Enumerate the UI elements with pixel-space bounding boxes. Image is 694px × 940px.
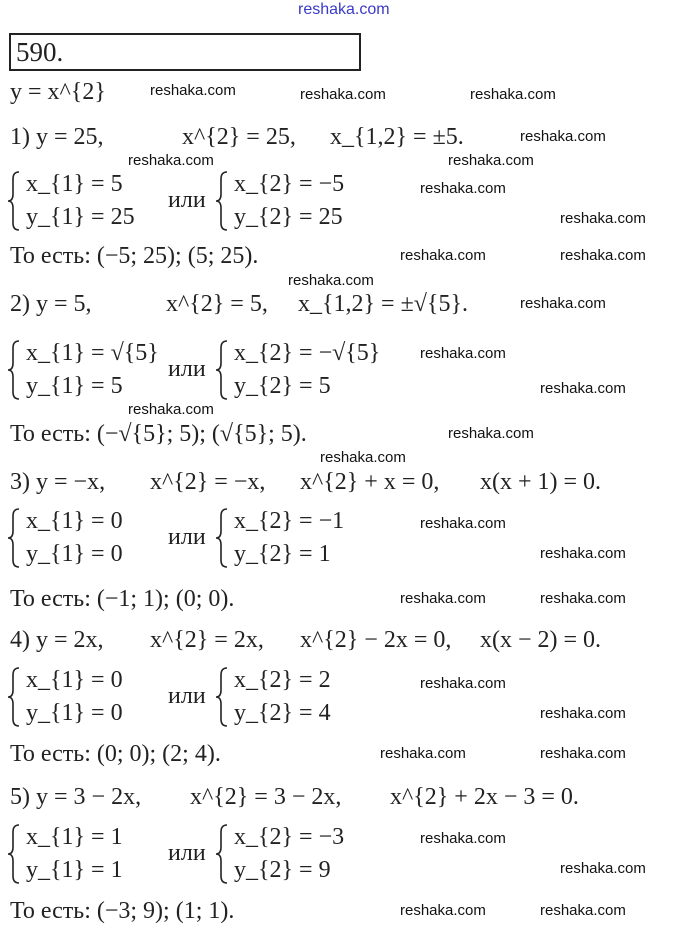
system-brace xyxy=(6,823,22,885)
equation-step: x^{2} = 3 − 2x, xyxy=(190,784,342,810)
site-watermark-top[interactable]: reshaka.com xyxy=(298,1,390,18)
watermark: reshaka.com xyxy=(560,247,646,264)
watermark: reshaka.com xyxy=(300,86,386,103)
watermark: reshaka.com xyxy=(540,705,626,722)
watermark: reshaka.com xyxy=(420,830,506,847)
watermark: reshaka.com xyxy=(448,152,534,169)
system-right-x: x_{2} = −5 xyxy=(234,171,345,197)
equation-step: x^{2} = −x, xyxy=(150,469,266,495)
equation-step: x(x − 2) = 0. xyxy=(480,627,602,653)
system-right-x: x_{2} = −√{5} xyxy=(234,340,381,366)
system-brace xyxy=(214,823,230,885)
system-left-x: x_{1} = 0 xyxy=(26,508,123,534)
system-left-y: y_{1} = 0 xyxy=(26,700,123,726)
equation-step: x^{2} = 2x, xyxy=(150,627,264,653)
system-right-y: y_{2} = 25 xyxy=(234,204,343,230)
equation-step: 5) y = 3 − 2x, xyxy=(10,784,142,810)
problem-number: 590. xyxy=(16,37,64,67)
equation-step: x_{1,2} = ±5. xyxy=(330,124,464,150)
system-brace xyxy=(214,170,230,232)
equation-step: x^{2} = 5, xyxy=(166,291,268,317)
watermark: reshaka.com xyxy=(420,675,506,692)
watermark: reshaka.com xyxy=(520,128,606,145)
system-right-y: y_{2} = 4 xyxy=(234,700,331,726)
watermark: reshaka.com xyxy=(420,180,506,197)
or-label: или xyxy=(168,356,206,382)
system-right-x: x_{2} = −1 xyxy=(234,508,345,534)
watermark: reshaka.com xyxy=(128,401,214,418)
answer-line: То есть: (0; 0); (2; 4). xyxy=(10,741,221,767)
equation-step: x^{2} + x = 0, xyxy=(300,469,440,495)
watermark: reshaka.com xyxy=(540,380,626,397)
system-left-x: x_{1} = 0 xyxy=(26,667,123,693)
system-brace xyxy=(214,666,230,728)
system-right-x: x_{2} = 2 xyxy=(234,667,331,693)
system-left-y: y_{1} = 0 xyxy=(26,541,123,567)
answer-line: То есть: (−5; 25); (5; 25). xyxy=(10,243,259,269)
watermark: reshaka.com xyxy=(560,210,646,227)
watermark: reshaka.com xyxy=(560,860,646,877)
system-brace xyxy=(214,507,230,569)
equation-step: x^{2} = 25, xyxy=(182,124,296,150)
watermark: reshaka.com xyxy=(540,902,626,919)
watermark: reshaka.com xyxy=(540,545,626,562)
problem-number-box xyxy=(9,33,361,71)
or-label: или xyxy=(168,840,206,866)
system-right-y: y_{2} = 9 xyxy=(234,857,331,883)
given-function: y = x^{2} xyxy=(10,79,106,105)
system-brace xyxy=(6,170,22,232)
system-left-x: x_{1} = 5 xyxy=(26,171,123,197)
watermark: reshaka.com xyxy=(540,745,626,762)
system-brace xyxy=(6,507,22,569)
watermark: reshaka.com xyxy=(420,345,506,362)
system-left-y: y_{1} = 1 xyxy=(26,857,123,883)
watermark: reshaka.com xyxy=(380,745,466,762)
or-label: или xyxy=(168,683,206,709)
system-left-y: y_{1} = 5 xyxy=(26,373,123,399)
or-label: или xyxy=(168,524,206,550)
equation-step: x(x + 1) = 0. xyxy=(480,469,602,495)
watermark: reshaka.com xyxy=(288,272,374,289)
watermark: reshaka.com xyxy=(540,590,626,607)
answer-line: То есть: (−3; 9); (1; 1). xyxy=(10,898,235,924)
equation-step: 4) y = 2x, xyxy=(10,627,104,653)
equation-step: 3) y = −x, xyxy=(10,469,106,495)
system-right-y: y_{2} = 5 xyxy=(234,373,331,399)
watermark: reshaka.com xyxy=(470,86,556,103)
system-brace xyxy=(214,339,230,401)
system-left-x: x_{1} = 1 xyxy=(26,824,123,850)
equation-step: 2) y = 5, xyxy=(10,291,92,317)
system-left-y: y_{1} = 25 xyxy=(26,204,135,230)
or-label: или xyxy=(168,187,206,213)
system-brace xyxy=(6,666,22,728)
system-right-y: y_{2} = 1 xyxy=(234,541,331,567)
watermark: reshaka.com xyxy=(400,247,486,264)
system-right-x: x_{2} = −3 xyxy=(234,824,345,850)
watermark: reshaka.com xyxy=(520,295,606,312)
watermark: reshaka.com xyxy=(150,82,236,99)
answer-line: То есть: (−√{5}; 5); (√{5}; 5). xyxy=(10,421,307,447)
watermark: reshaka.com xyxy=(128,152,214,169)
watermark: reshaka.com xyxy=(400,902,486,919)
system-left-x: x_{1} = √{5} xyxy=(26,340,159,366)
equation-step: x^{2} − 2x = 0, xyxy=(300,627,452,653)
equation-step: x_{1,2} = ±√{5}. xyxy=(298,291,468,317)
equation-step: x^{2} + 2x − 3 = 0. xyxy=(390,784,579,810)
equation-step: 1) y = 25, xyxy=(10,124,104,150)
watermark: reshaka.com xyxy=(400,590,486,607)
watermark: reshaka.com xyxy=(448,425,534,442)
system-brace xyxy=(6,339,22,401)
watermark: reshaka.com xyxy=(420,515,506,532)
watermark: reshaka.com xyxy=(320,449,406,466)
answer-line: То есть: (−1; 1); (0; 0). xyxy=(10,586,235,612)
